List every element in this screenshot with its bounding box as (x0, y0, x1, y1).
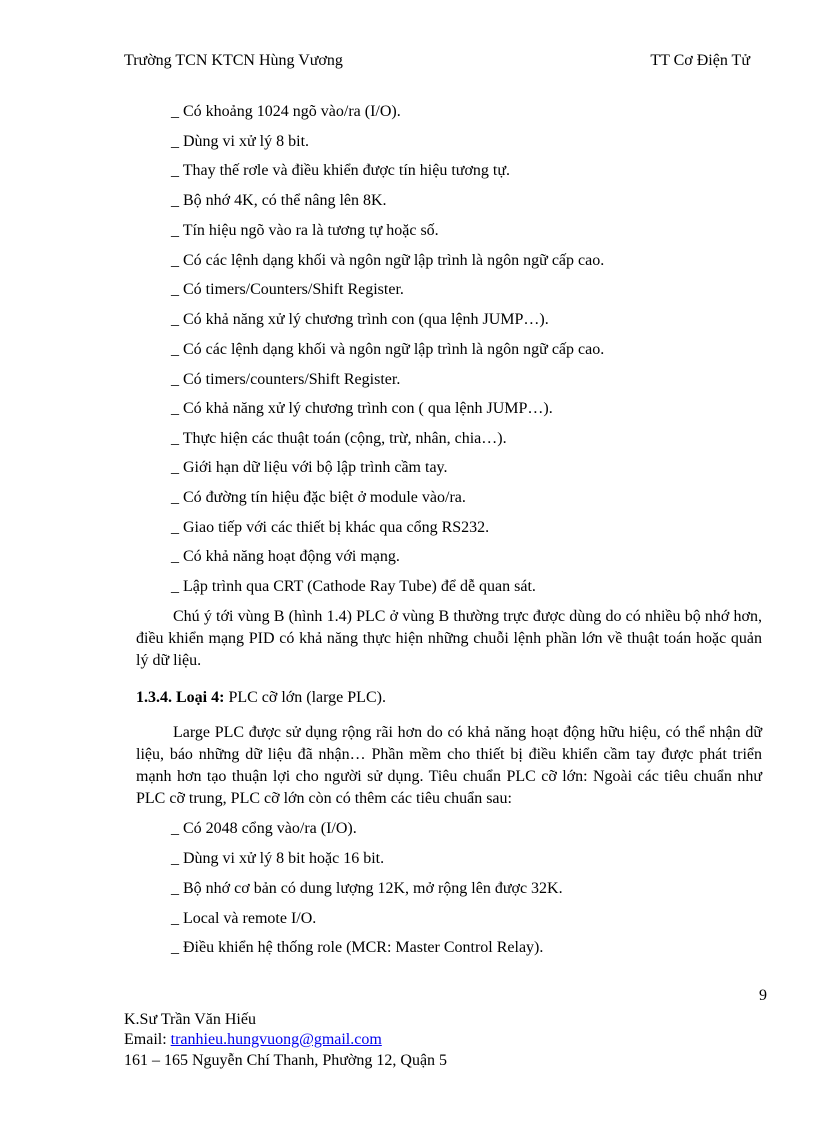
list-item: _ Bộ nhớ cơ bản có dung lượng 12K, mở rộng lên được 32K. (171, 880, 563, 897)
email-link[interactable]: tranhieu.hungvuong@gmail.com (170, 1031, 382, 1048)
footer-author: K.Sư Trần Văn Hiếu (124, 1011, 256, 1028)
list-item: _ Thực hiện các thuật toán (cộng, trừ, nhân, chia…). (171, 430, 507, 447)
list-item: _ Có timers/Counters/Shift Register. (171, 281, 404, 298)
header-school-name: Trường TCN KTCN Hùng Vương (124, 52, 343, 69)
list-item: _ Bộ nhớ 4K, có thể nâng lên 8K. (171, 192, 387, 209)
note-paragraph: Chú ý tới vùng B (hình 1.4) PLC ở vùng B thường trực được dùng do có nhiều bộ nhớ hơn, điều khiển mạng PID có khả năng thực hiện những chuỗi lệnh phần lớn về thuật toán hoặc quản lý dữ liệu. (136, 608, 762, 669)
section-heading (136, 689, 386, 707)
list-item: _ Có timers/counters/Shift Register. (171, 371, 401, 388)
list-item: _ Có khả năng xử lý chương trình con ( qua lệnh JUMP…). (171, 400, 553, 417)
section-title: PLC cỡ lớn (large PLC). (224, 689, 386, 706)
list-item: _ Giới hạn dữ liệu với bộ lập trình cầm tay. (171, 459, 448, 476)
list-item: _ Dùng vi xử lý 8 bit hoặc 16 bit. (171, 850, 385, 867)
list-item: _ Có các lệnh dạng khối và ngôn ngữ lập trình là ngôn ngữ cấp cao. (171, 341, 605, 358)
list-item: _ Có đường tín hiệu đặc biệt ở module vào/ra. (171, 489, 466, 506)
list-item: _ Giao tiếp với các thiết bị khác qua cổng RS232. (171, 519, 490, 536)
list-item: _ Có 2048 cổng vào/ra (I/O). (171, 820, 357, 837)
header-department: TT Cơ Điện Tử (650, 52, 750, 69)
footer-email-line (124, 1031, 382, 1049)
footer-email-label: Email: (124, 1031, 171, 1048)
list-item: _ Local và remote I/O. (171, 910, 317, 927)
footer-address: 161 – 165 Nguyễn Chí Thanh, Phường 12, Quận 5 (124, 1052, 448, 1069)
list-item: _ Điều khiển hệ thống role (MCR: Master Control Relay). (171, 939, 544, 956)
page-number: 9 (759, 987, 767, 1004)
list-item: _ Dùng vi xử lý 8 bit. (171, 133, 310, 150)
section-number: 1.3.4. Loại 4: (136, 689, 225, 706)
list-item: _ Có các lệnh dạng khối và ngôn ngữ lập trình là ngôn ngữ cấp cao. (171, 252, 605, 269)
large-plc-paragraph: Large PLC được sử dụng rộng rãi hơn do có khả năng hoạt động hữu hiệu, có thể nhận dữ liệu, báo những dữ liệu đã nhận… Phần mềm cho thiết bị điều khiển cầm tay được phát triển mạnh hơn tạo thuận lợi cho người sử dụng. Tiêu chuẩn PLC cỡ lớn: Ngoài các tiêu chuẩn như PLC cỡ trung, PLC cỡ lớn còn có thêm các tiêu chuẩn sau: (136, 724, 762, 807)
list-item: _ Có khả năng xử lý chương trình con (qua lệnh JUMP…). (171, 311, 549, 328)
list-item: _ Có khả năng hoạt động với mạng. (171, 548, 400, 565)
list-item: _ Có khoảng 1024 ngõ vào/ra (I/O). (171, 103, 401, 120)
list-item: _ Lập trình qua CRT (Cathode Ray Tube) để dễ quan sát. (171, 578, 536, 595)
list-item: _ Tín hiệu ngõ vào ra là tương tự hoặc số. (171, 222, 439, 239)
list-item: _ Thay thế rơle và điều khiển được tín hiệu tương tự. (171, 162, 511, 179)
